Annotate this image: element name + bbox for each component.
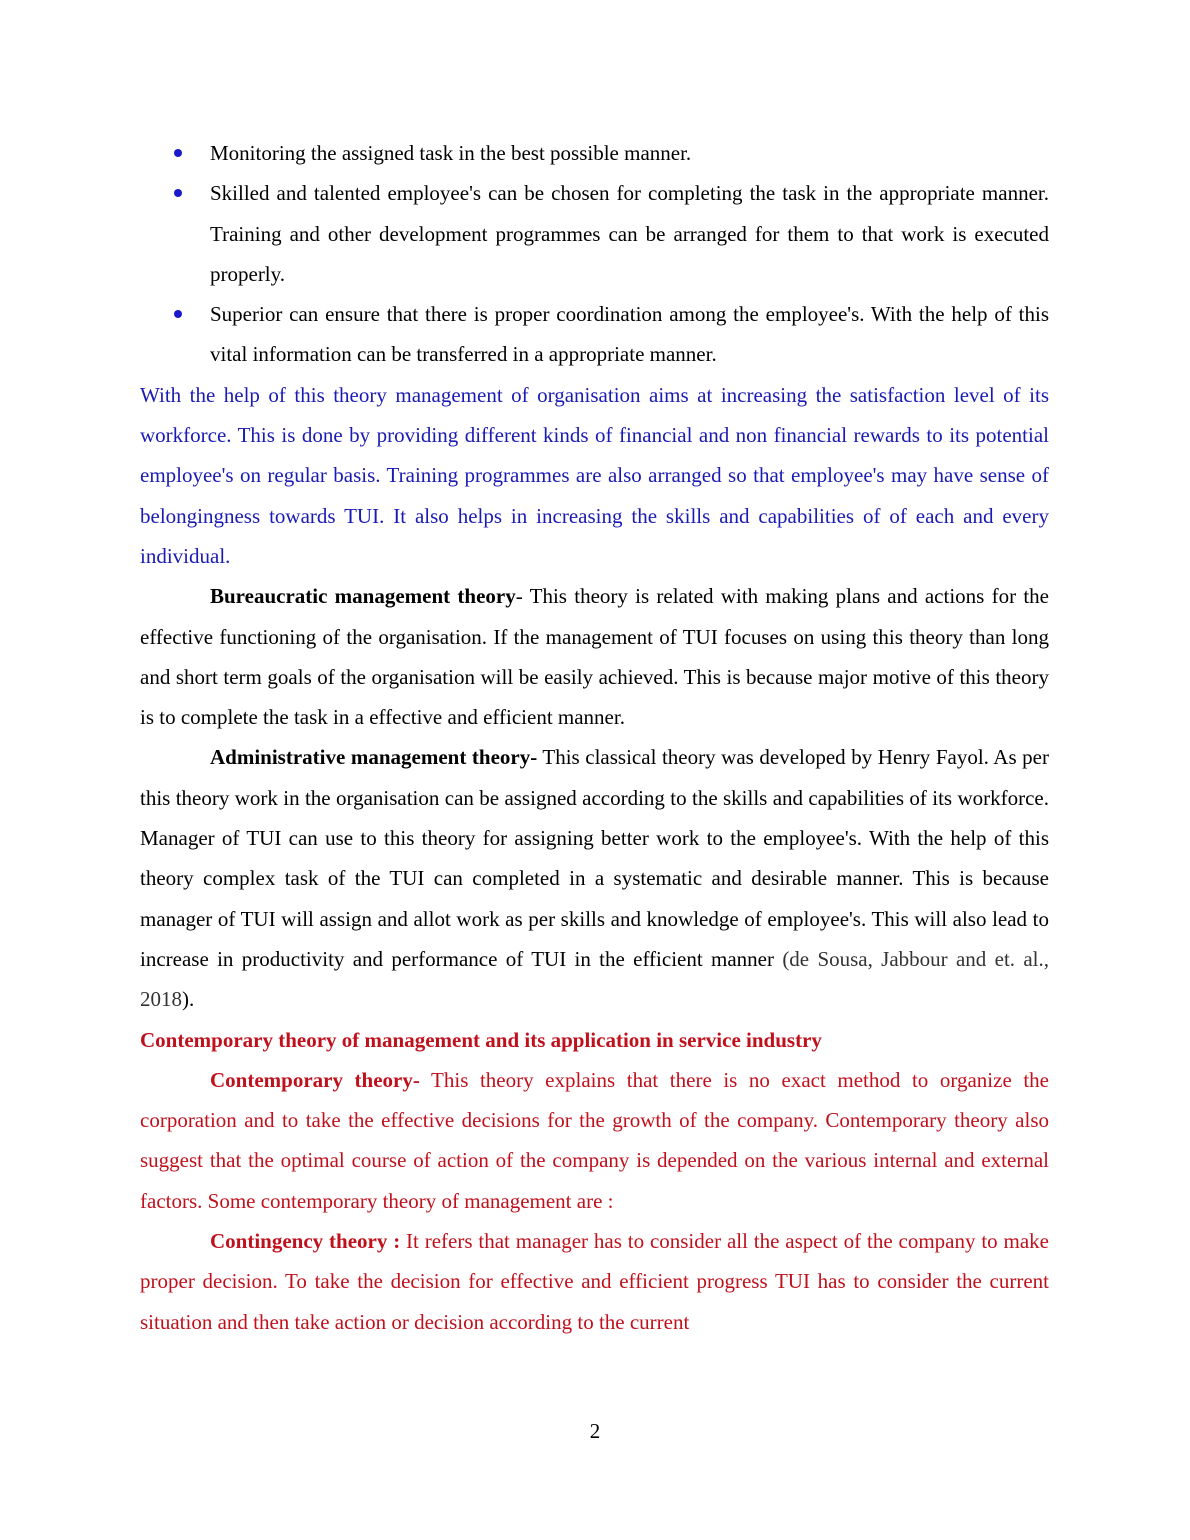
contingency-text: It refers that manager has to consider all the aspect of the company to make proper decision. To take the decision for effective and efficient progress TUI has to consider the current situation and then take action or decision according to the current	[140, 1229, 1049, 1334]
list-item	[140, 294, 1049, 375]
bullet-text: Superior can ensure that there is proper coordination among the employee's. With the help of this vital information can be transferred in a appropriate manner.	[210, 302, 1049, 367]
contemporary-text: This theory explains that there is no exact method to organize the corporation and to take the effective decisions for the growth of the company. Contemporary theory also suggest that the optimal course of action of the company is depended on the various internal and external factors. Some contemporary theory of management are :	[140, 1067, 1049, 1213]
administrative-paragraph	[140, 737, 1049, 1019]
section-heading	[140, 1020, 1049, 1060]
bullet-text: Skilled and talented employee's can be chosen for completing the task in the appropriate manner. Training and other development programmes can be arranged for them to that work is executed properly.	[210, 181, 1049, 286]
section-heading-text: Contemporary theory of management and its application in service industry	[140, 1027, 822, 1052]
bureaucratic-separator: -	[515, 584, 530, 609]
contemporary-heading: Contemporary theory-	[210, 1067, 420, 1092]
bullet-text: Monitoring the assigned task in the best possible manner.	[210, 141, 692, 165]
administrative-heading: Administrative management theory-	[210, 745, 538, 770]
document-page	[140, 133, 1049, 1342]
citation: (de Sousa, Jabbour and et. al., 2018	[140, 946, 1049, 1012]
bureaucratic-paragraph	[140, 576, 1049, 737]
page-number: 2	[589, 1419, 601, 1443]
contingency-heading: Contingency theory :	[210, 1229, 401, 1254]
bureaucratic-text: This theory is related with making plans and actions for the effective functioning of the organisation. If the management of TUI focuses on using this theory than long and short term goals of the organisation will be easily achieved. This is because major motive of this theory is to complete the task in a effective and efficient manner.	[140, 584, 1049, 730]
administrative-text: This classical theory was developed by Henry Fayol. As per this theory work in the organisation can be assigned according to the skills and capabilities of its workforce. Manager of TUI can use to this theory for assigning better work to the employee's. With the help of this theory complex task of the TUI can completed in a systematic and desirable manner. This is because manager of TUI will assign and allot work as per skills and knowledge of employee's. This will also lead to increase in productivity and performance of TUI in the efficient manner	[140, 745, 1050, 971]
contemporary-paragraph	[140, 1060, 1049, 1221]
bullet-dot-icon	[174, 310, 182, 318]
administrative-end: ).	[182, 987, 195, 1012]
list-item	[140, 133, 1049, 173]
bullet-dot-icon	[174, 189, 182, 197]
contingency-paragraph	[140, 1221, 1049, 1342]
bureaucratic-heading: Bureaucratic management theory	[210, 584, 516, 609]
bullet-dot-icon	[174, 149, 182, 157]
bullet-list	[140, 133, 1049, 375]
satisfaction-paragraph: With the help of this theory management of organisation aims at increasing the satisfaction level of its workforce. This is done by providing different kinds of financial and non financial rewards to its potential employee's on regular basis. Training programmes are also arranged so that employee's may have sense of belongingness towards TUI. It also helps in increasing the skills and capabilities of of each and every individual.	[140, 382, 1049, 568]
list-item	[140, 173, 1049, 294]
